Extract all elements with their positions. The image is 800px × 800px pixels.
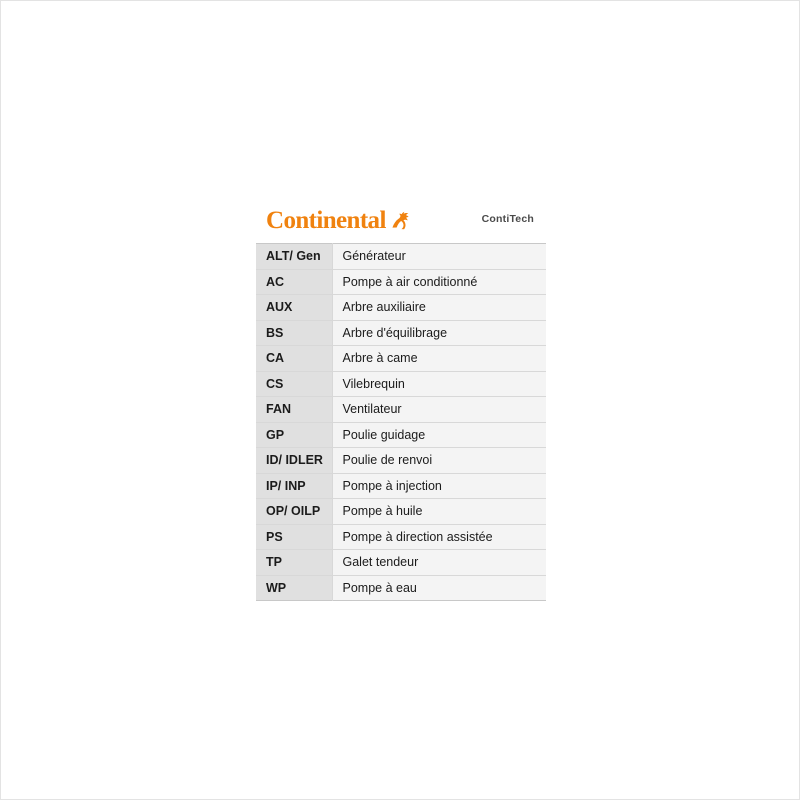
brand-wordmark: Continental <box>266 206 386 234</box>
abbreviation-description: Poulie de renvoi <box>332 448 546 474</box>
table-row <box>256 473 546 499</box>
abbreviation-description: Pompe à huile <box>332 499 546 525</box>
table-row <box>256 295 546 321</box>
abbreviation-description: Générateur <box>332 244 546 270</box>
abbreviation-description: Galet tendeur <box>332 550 546 576</box>
table-row <box>256 397 546 423</box>
abbreviation-code: FAN <box>256 397 332 423</box>
abbreviation-code: IP/ INP <box>256 473 332 499</box>
abbreviation-description: Pompe à air conditionné <box>332 269 546 295</box>
abbreviation-description: Arbre d'équilibrage <box>332 320 546 346</box>
brand-header <box>256 197 546 243</box>
abbreviation-code: WP <box>256 575 332 601</box>
abbreviation-code: CS <box>256 371 332 397</box>
abbreviation-code: CA <box>256 346 332 372</box>
abbreviation-table-body <box>256 244 546 601</box>
table-row <box>256 320 546 346</box>
table-row <box>256 448 546 474</box>
table-row <box>256 269 546 295</box>
table-row <box>256 550 546 576</box>
abbreviation-code: AUX <box>256 295 332 321</box>
abbreviation-description: Pompe à injection <box>332 473 546 499</box>
abbreviation-description: Ventilateur <box>332 397 546 423</box>
brand-logo <box>266 207 415 233</box>
abbreviation-code: ALT/ Gen <box>256 244 332 270</box>
abbreviation-code: TP <box>256 550 332 576</box>
table-row <box>256 244 546 270</box>
abbreviation-table <box>256 243 546 601</box>
abbreviation-code: ID/ IDLER <box>256 448 332 474</box>
abbreviation-legend-card <box>256 197 546 601</box>
prancing-horse-icon <box>389 207 415 233</box>
abbreviation-code: GP <box>256 422 332 448</box>
abbreviation-description: Arbre auxiliaire <box>332 295 546 321</box>
abbreviation-description: Arbre à came <box>332 346 546 372</box>
table-row <box>256 499 546 525</box>
sub-brand-label: ContiTech <box>481 213 534 225</box>
abbreviation-description: Vilebrequin <box>332 371 546 397</box>
abbreviation-code: PS <box>256 524 332 550</box>
abbreviation-description: Pompe à eau <box>332 575 546 601</box>
table-row <box>256 422 546 448</box>
table-row <box>256 371 546 397</box>
abbreviation-code: BS <box>256 320 332 346</box>
abbreviation-description: Pompe à direction assistée <box>332 524 546 550</box>
abbreviation-code: AC <box>256 269 332 295</box>
abbreviation-description: Poulie guidage <box>332 422 546 448</box>
table-row <box>256 524 546 550</box>
table-row <box>256 575 546 601</box>
abbreviation-code: OP/ OILP <box>256 499 332 525</box>
table-row <box>256 346 546 372</box>
